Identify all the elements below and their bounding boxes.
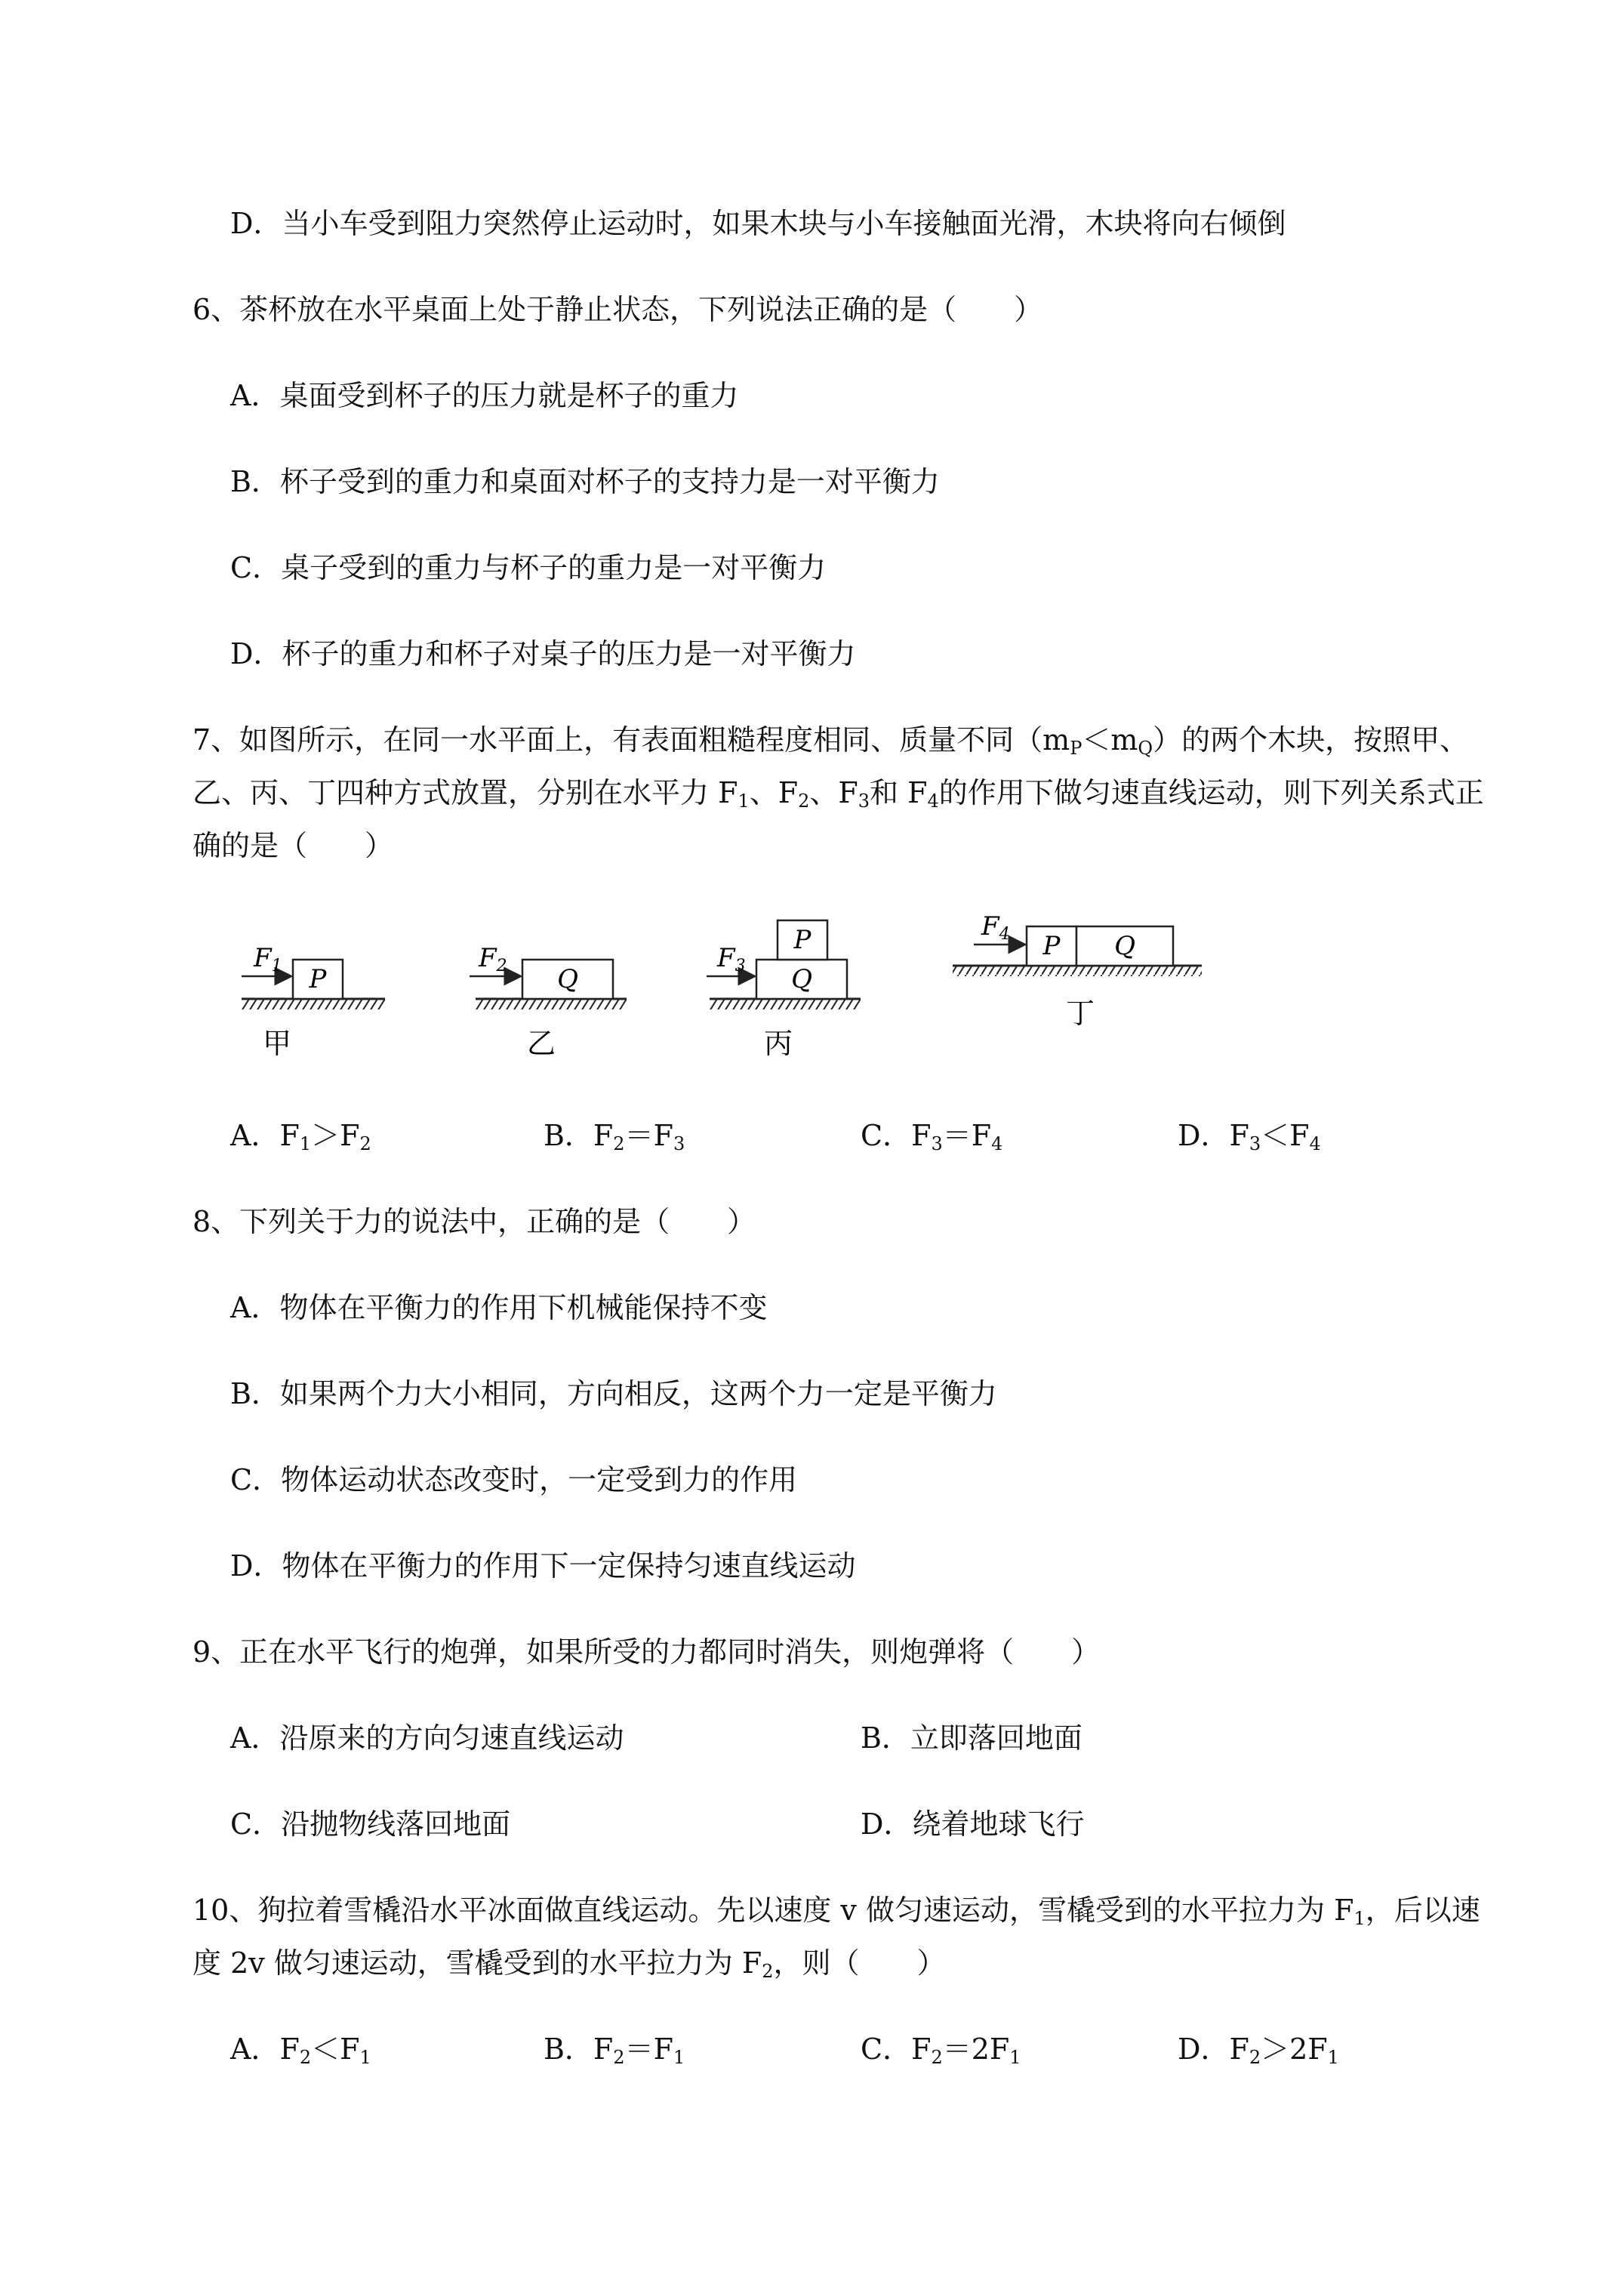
svg-text:Q: Q (791, 964, 812, 994)
svg-text:P: P (793, 925, 812, 955)
q9-option-c: C．沿抛物线落回地面 (230, 1808, 511, 1841)
q9-option-a: A．沿原来的方向匀速直线运动 (230, 1721, 624, 1755)
q5-option-d: D．当小车受到阻力突然停止运动时，如果木块与小车接触面光滑，木块将向右倾倒 (230, 207, 1286, 240)
q7-stem-line1: 7、如图所示，在同一水平面上，有表面粗糙程度相同、质量不同$(m_P<m_Q)$的两个木块，按照甲、 (192, 723, 1469, 759)
q7-stem-line3: 确的是（ ） (192, 829, 394, 862)
figure-ding (953, 911, 1202, 1030)
svg-text:F1: F1 (254, 943, 282, 975)
q7-stem-line2: 乙、丙、丁四种方式放置，分别在水平力 $F_1$、$F_2$、$F_3$和 $F_4$的作用下做匀速直线运动，则下列关系式正 (192, 776, 1484, 812)
svg-text:F3: F3 (717, 943, 746, 975)
q10-option-a: A．$F_2<F_1$ (230, 2032, 371, 2068)
svg-text:F2: F2 (479, 943, 507, 975)
svg-text:丁: 丁 (1066, 997, 1095, 1030)
q7-block-diagram (226, 902, 1246, 1076)
q10-stem-line1: 10、狗拉着雪橇沿水平冰面做直线运动。先以速度 v 做匀速运动，雪橇受到的水平拉力为 $F_1$，后以速 (192, 1894, 1480, 1929)
q6-option-b: B．杯子受到的重力和桌面对杯子的支持力是一对平衡力 (230, 465, 940, 498)
q7-option-c: C．$F_3=F_4$ (861, 1119, 1003, 1154)
q10-option-d: D．$F_2>2F_1$ (1178, 2032, 1339, 2068)
svg-text:丙: 丙 (764, 1027, 793, 1060)
svg-text:乙: 乙 (527, 1027, 556, 1060)
q6-option-a: A．桌面受到杯子的压力就是杯子的重力 (230, 379, 739, 412)
q9-stem: 9、正在水平飞行的炮弹，如果所受的力都同时消失，则炮弹将（ ） (192, 1635, 1101, 1669)
q6-option-d: D．杯子的重力和杯子对桌子的压力是一对平衡力 (230, 637, 856, 670)
q7-option-a: A．$F_1>F_2$ (230, 1119, 371, 1154)
q10-option-b: B．$F_2=F_1$ (544, 2032, 685, 2068)
q10-stem-line2: 度 2v 做匀速运动，雪橇受到的水平拉力为 $F_2$，则（ ） (192, 1946, 946, 1982)
q8-stem: 8、下列关于力的说法中，正确的是（ ） (192, 1205, 756, 1238)
q8-option-d: D．物体在平衡力的作用下一定保持匀速直线运动 (230, 1549, 856, 1583)
q8-option-a: A．物体在平衡力的作用下机械能保持不变 (230, 1291, 768, 1324)
svg-text:Q: Q (557, 964, 578, 994)
q6-option-c: C．桌子受到的重力与杯子的重力是一对平衡力 (230, 551, 827, 584)
q8-option-c: C．物体运动状态改变时，一定受到力的作用 (230, 1463, 798, 1496)
q7-option-b: B．$F_2=F_3$ (544, 1119, 685, 1154)
svg-text:P: P (309, 964, 327, 994)
q9-option-b: B．立即落回地面 (861, 1721, 1083, 1755)
figure-jia (242, 943, 385, 1060)
figure-bing (707, 920, 861, 1060)
q7-option-d: D．$F_3<F_4$ (1178, 1119, 1321, 1154)
svg-text:P: P (1042, 931, 1061, 961)
q8-option-b: B．如果两个力大小相同，方向相反，这两个力一定是平衡力 (230, 1377, 997, 1410)
svg-text:Q: Q (1114, 931, 1135, 961)
figure-yi (470, 943, 627, 1060)
q9-option-d: D．绕着地球飞行 (861, 1808, 1085, 1841)
svg-text:F4: F4 (981, 911, 1010, 944)
q10-option-c: C．$F_2=2F_1$ (861, 2032, 1021, 2068)
svg-text:甲: 甲 (263, 1027, 292, 1060)
q6-stem: 6、茶杯放在水平桌面上处于静止状态，下列说法正确的是（ ） (192, 293, 1043, 326)
